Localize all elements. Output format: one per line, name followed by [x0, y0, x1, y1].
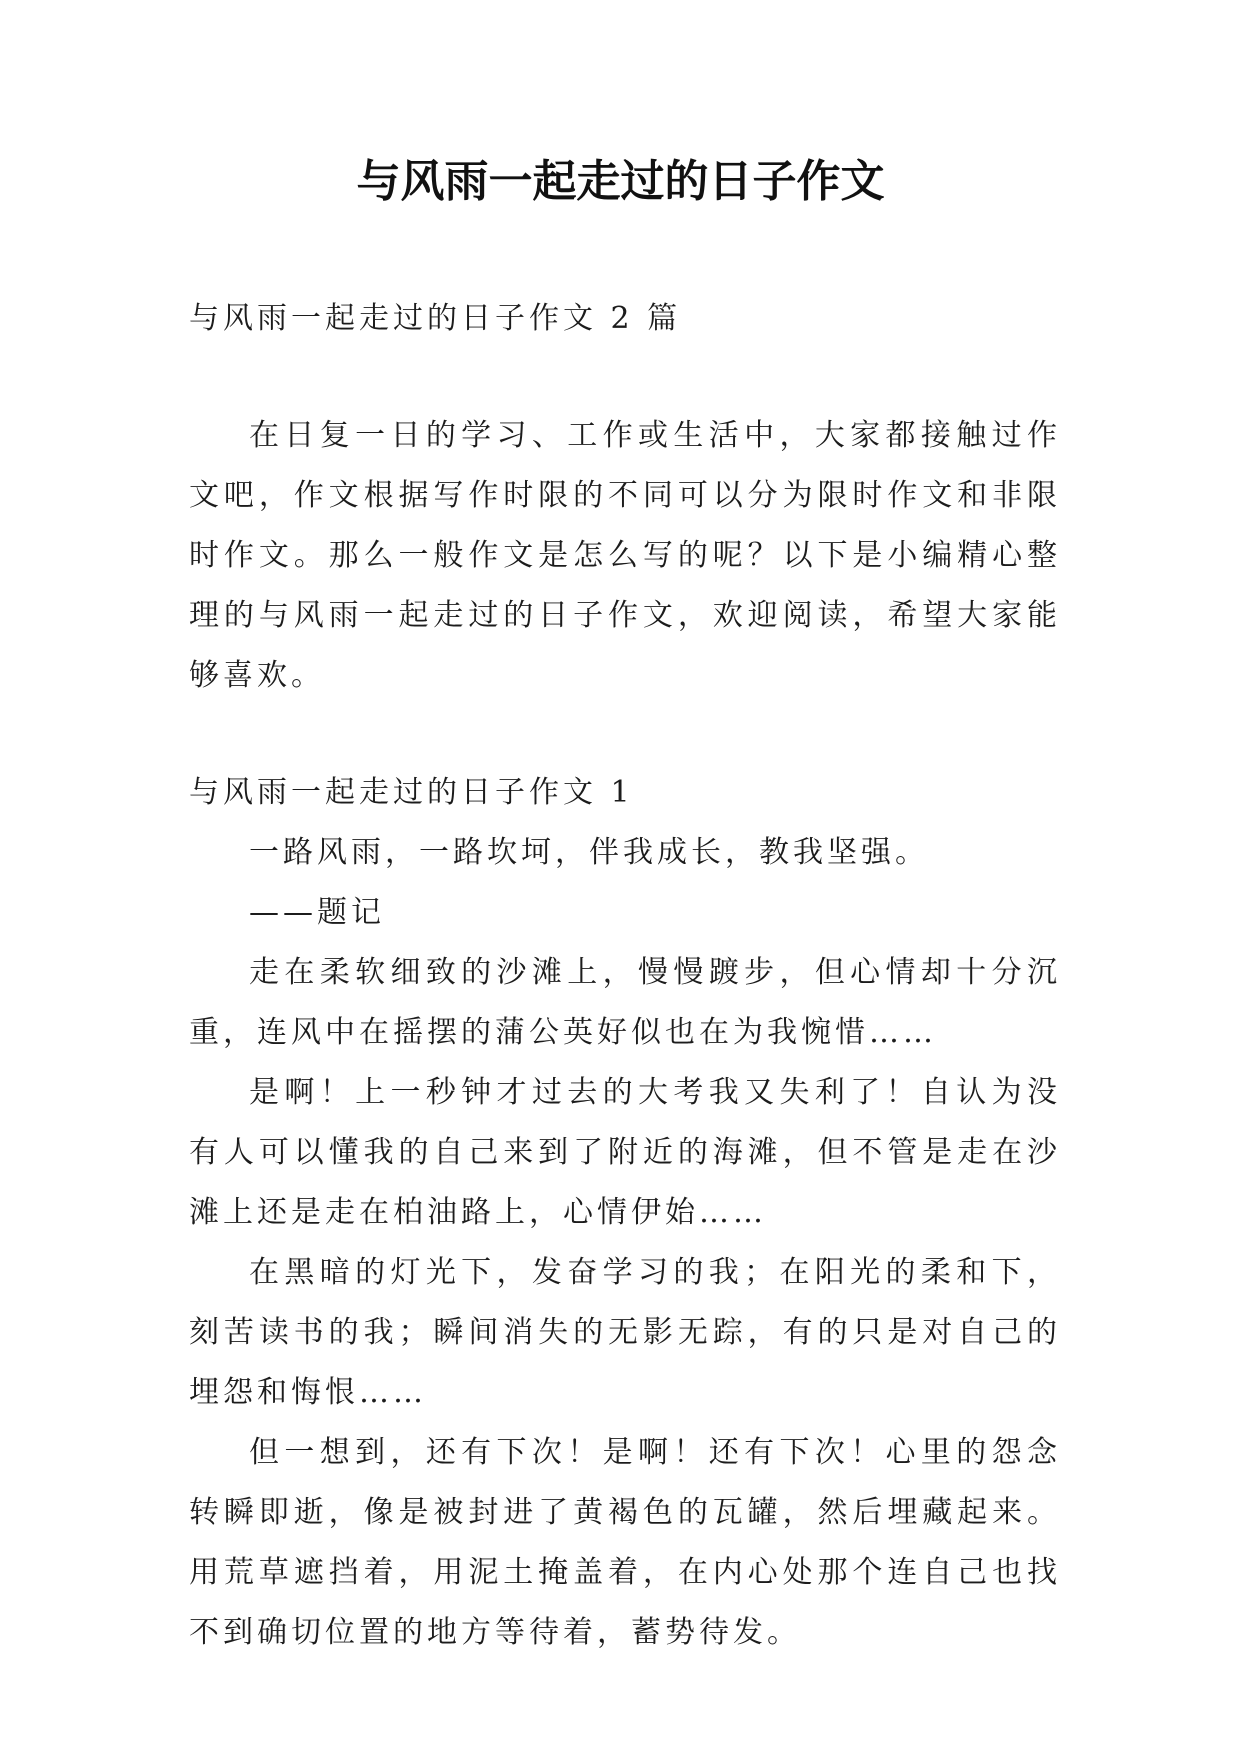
document-title: 与风雨一起走过的日子作文 [356, 156, 885, 207]
body-paragraph: 走在柔软细致的沙滩上，慢慢踱步，但心情却十分沉重，连风中在摇摆的蒲公英好似也在为我惋惜…… [189, 955, 1061, 1050]
intro-paragraph: 在日复一日的学习、工作或生活中，大家都接触过作文吧，作文根据写作时限的不同可以分为限时作文和非限时作文。那么一般作文是怎么写的呢？以下是小编精心整理的与风雨一起走过的日子作文，欢迎阅读，希望大家能够喜欢。 [189, 418, 1061, 693]
section-title: 与风雨一起走过的日子作文 1 [189, 775, 634, 810]
body-paragraph: 在黑暗的灯光下，发奋学习的我；在阳光的柔和下，刻苦读书的我；瞬间消失的无影无踪，有的只是对自己的埋怨和悔恨…… [189, 1255, 1061, 1410]
body-paragraph: 但一想到，还有下次！是啊！还有下次！心里的怨念转瞬即逝，像是被封进了黄褐色的瓦罐，然后埋藏起来。用荒草遮挡着，用泥土掩盖着，在内心处那个连自己也找不到确切位置的地方等待着，蓄势待发。 [189, 1435, 1061, 1650]
body-paragraph: 是啊！上一秒钟才过去的大考我又失利了！自认为没有人可以懂我的自己来到了附近的海滩，但不管是走在沙滩上还是走在柏油路上，心情伊始…… [189, 1075, 1061, 1230]
document-subtitle: 与风雨一起走过的日子作文 2 篇 [189, 301, 682, 336]
spacer [189, 706, 1061, 763]
spacer [189, 349, 1061, 406]
body-paragraph: 一路风雨，一路坎坷，伴我成长，教我坚强。 [249, 835, 929, 870]
document-body [189, 289, 1061, 1663]
body-paragraph: ——题记 [249, 895, 385, 930]
